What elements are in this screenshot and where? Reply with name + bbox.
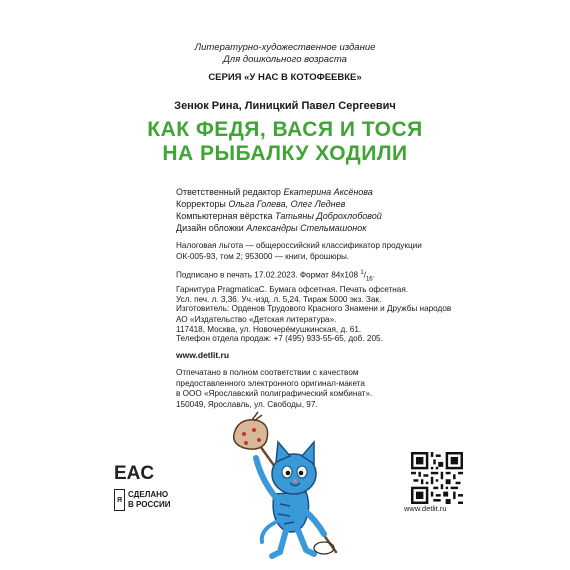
tax-benefit: Налоговая льгота — общероссийский классификатор продукции ОК-005-93, том 2; 953000 — книги, брошюры. [176,241,422,261]
edition-header [0,42,570,84]
website-link[interactable]: www.detlit.ru [176,350,230,360]
credit-line: Ответственный редактор Екатерина Аксёнова [176,187,373,197]
qr-code-icon[interactable] [411,452,463,504]
edition-type: Литературно-художественное издание [194,42,376,53]
made-in-russia-icon: Я [114,489,125,511]
made-in-russia-badge: Я СДЕЛАНО В РОССИИ [114,489,171,511]
credit-line: Корректоры Ольга Голева, Олег Леднев [176,199,346,209]
series-name: СЕРИЯ «У НАС В КОТОФЕЕВКЕ» [208,72,362,83]
staff-credits [176,186,466,234]
svg-text:EAC: EAC [114,463,155,484]
title-line-1: КАК ФЕДЯ, ВАСЯ И ТОСЯ [147,118,423,141]
authors: Зенюк Рина, Линицкий Павел Сергеевич [174,100,396,112]
print-details: Подписано в печать 17.02.2023. Формат 84х108 $^1/_{16}$. Гарнитура PragmaticaC. Бумага офсетная. Печать офсетная. Усл. печ. л. 3,36. Уч.-изд. л. 5,24. Тираж 5000 экз. Зак. [176,270,409,305]
credit-line: Компьютерная вёрстка Татьяны Доброхлобовой [176,211,382,221]
credit-line: Дизайн обложки Александры Стельмашонок [176,223,367,233]
qr-website-label: www.detlit.ru [404,504,447,513]
book-title [0,118,570,166]
manufacturer-info: Изготовитель: Орденов Трудового Красного Знамени и Дружбы народов АО «Издательство «Детская литература». 117418, Москва, ул. Новочерёмушкинская, д. 61. [176,304,452,334]
cat-with-bundle-illustration [232,412,342,562]
age-group: Для дошкольного возраста [223,54,347,65]
printing-house-info: Отпечатано в полном соответствии с качеством предоставленного электронного оригинал-макета в ООО «Ярославский полиграфический комбинат». 150049, Ярославль, ул. Свободы, 97. [176,368,373,409]
title-line-2: НА РЫБАЛКУ ХОДИЛИ [162,142,408,165]
sales-phone: Телефон отдела продаж: +7 (495) 933-55-65, доб. 205. [176,334,383,343]
eac-certification-icon [114,461,155,484]
